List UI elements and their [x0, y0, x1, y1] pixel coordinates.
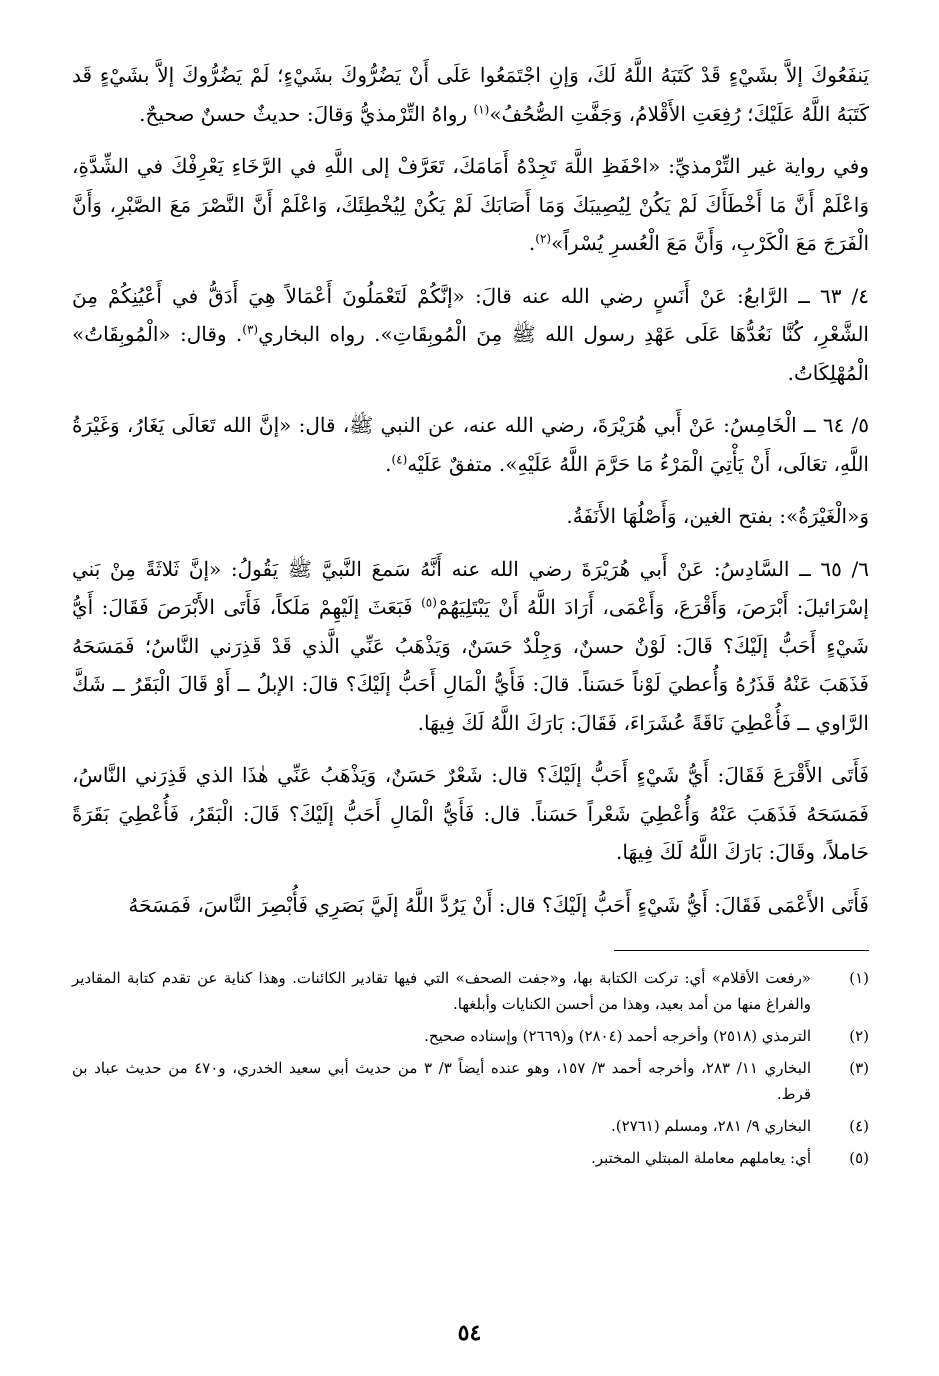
footnote-item: [72, 965, 869, 1017]
paragraph-hadith-65: [72, 550, 869, 743]
footnote-item: [72, 1055, 869, 1107]
paragraph-text: ٥/ ٦٤ ــ الْخَامِسُ: عَنْ أَبي هُرَيْرَةَ، رضي الله عنه، عن النبي ﷺ، قال: «إنَّ الله تَعَالَى يَغَارُ، وَغَيْرَةُ اللَّهِ، تعَالَى، أَنْ يَأْتِيَ الْمَرْءُ مَا حَرَّمَ اللَّهُ عَلَيْهِ». متفقٌ عَلَيْه: [72, 413, 869, 476]
paragraph-text: ٤/ ٦٣ ــ الرَّابعُ: عَنْ أَنَسٍ رضي الله عنه قالَ: «إنَّكُمْ لَتَعْمَلُونَ أَعْمَالاً هِيَ أَدَقُّ في أَعْيُنِكُمْ مِنَ الشَّعْرِ، كُنَّا نَعُدُّهَا عَلَى عَهْدِ رسول الله ﷺ مِنَ الْمُوبِقَاتِ». رواه البخاري: [72, 283, 869, 346]
footnote-ref[interactable]: (٣): [242, 322, 259, 337]
paragraph-other-narration: [72, 147, 869, 263]
paragraph-text: فَأَتَى الأَعْمَى فَقَالَ: أَيُّ شَيْءٍ أَحَبُّ إلَيْكَ؟ قال: أَنْ يَرُدَّ اللَّهُ إلَيَّ بَصَرِي فَأُبْصِرَ النَّاسَ، فَمَسَحَهُ: [128, 892, 869, 917]
footnote-ref[interactable]: (٤): [391, 451, 408, 466]
paragraph-text: وفي رواية غير التِّرْمذيِّ: «احْفَظِ اللَّهَ تَجِدْهُ أَمَامَكَ، تَعَرَّفْ إلى اللَّهِ في الرَّخَاءِ يَعْرِفْكَ في الشِّدَّةِ، وَاعْلَمْ أَنَّ مَا أَخْطَأَكَ لَمْ يَكُنْ لِيُصِيبَكَ وَمَا أَصَابَكَ لَمْ يَكُنْ لِيُخْطِئَكَ، وَاعْلَمْ أَنَّ النَّصْرَ مَعَ الصَّبْرِ، وَأَنَّ الْفَرَجَ مَعَ الْكَرْبِ، وَأَنَّ مَعَ الْعُسرِ يُسْراً»: [72, 154, 869, 255]
paragraph-text: فَأَتَى الأَقْرَعَ فَقَالَ: أَيُّ شَيْءٍ أَحَبُّ إلَيْكَ؟ قال: شَعْرٌ حَسَنٌ، وَيَذْهَبُ عَنِّي هٰذَا الذي قَذِرَني النَّاسُ، فَمَسَحَهُ فَذَهَبَ عَنْهُ وَأُعْطِيَ شَعْراً حَسَناً. قال: فَأَيُّ الْمَالِ أَحَبُّ إلَيْكَ؟ قَالَ: الْبَقَرُ، فَأُعْطِيَ بَقَرَةً حَاملاً، وقَالَ: بَارَكَ اللَّهُ لَكَ فِيهَا.: [72, 763, 869, 864]
footnote-text: البخاري ١١/ ٢٨٣، وأخرجه أحمد ٣/ ١٥٧، وهو عنده أيضاً ٣/ ٣ من حديث أبي سعيد الخدري، و٤٧٠ من حديث عباد بن قرط.: [72, 1059, 811, 1103]
footnote-number: (٤): [849, 1117, 869, 1135]
paragraph-text: وَ«الْغَيْرَةُ»: بفتح الغين، وَأَصْلُهَا الأَنَفَةُ.: [566, 504, 869, 528]
paragraph-text: فَبَعَثَ إلَيْهِمْ مَلَكاً، فَأَتَى الأَبْرَصَ فَقَالَ: أَيُّ شَيْءٍ أَحَبُّ إلَيْكَ؟ قَالَ: لَوْنٌ حسنٌ، وَجِلْدٌ حَسَنٌ، وَيَذْهَبُ عَنِّي الَّذي قَدْ قَذِرَني النَّاسُ؛ فَمَسَحَهُ فَذَهَبَ عَنْهُ قَذَرُهُ وَأُعطيَ لَوْناً حَسَناً. قالَ: فَأَيُّ الْمَالِ أَحَبُّ إلَيْكَ؟ قالَ: الإبلُ ــ أَوْ قَالَ الْبَقَرُ ــ شَكَّ الرَّاوي ــ فَأُعْطِيَ نَاقَةً عُشَرَاءَ، فَقَالَ: بَارَكَ اللَّهُ لَكَ فِيهَا.: [72, 595, 869, 735]
footnote-item: [72, 1113, 869, 1139]
footnotes-section: [72, 965, 869, 1171]
page-number: ٥٤: [457, 1320, 482, 1346]
footnote-number: (٣): [849, 1059, 869, 1077]
footnote-text: أي: يعاملهم معاملة المبتلي المختبر.: [591, 1149, 811, 1167]
footnote-ref[interactable]: (١): [473, 101, 490, 116]
footnote-text: «رفعت الأقلام» أي: تركت الكتابة بها، و«جفت الصحف» التي فيها تقادير الكائنات. وهذا كناية عن تقدم كتابة المقادير والفراغ منها من أمد بعيد، وهذا من أحسن الكنايات وأبلغها.: [72, 969, 811, 1013]
paragraph-text: .: [385, 451, 392, 476]
paragraph-text: يَنفَعُوكَ إلاَّ بشَيْءٍ قَدْ كَتَبَهُ اللَّهُ لَكَ، وَإنِ اجْتَمَعُوا عَلَى أَنْ يَضُرُّوكَ بشَيْءٍ؛ لَمْ يَضُرُّوكَ إلاَّ بشَيْءٍ قَد كَتَبَهُ اللَّهُ عَلَيْكَ؛ رُفِعَتِ الأَقْلامُ، وَجَفَّتِ الصُّحُفُ»: [72, 63, 869, 126]
footnote-text: البخاري ٩/ ٢٨١، ومسلم (٢٧٦١).: [610, 1117, 811, 1135]
footnote-ref[interactable]: (٢): [535, 231, 552, 246]
footnote-item: [72, 1023, 869, 1049]
footnote-divider: [614, 950, 869, 951]
paragraph-hadith-continuation: [72, 56, 869, 133]
paragraph-text: رواهُ التِّرْمذيُّ وَقالَ: حديثٌ حسنٌ صحيحٌ.: [139, 101, 474, 126]
paragraph-bald-man: [72, 756, 869, 872]
paragraph-blind-man: [72, 886, 869, 925]
paragraph-text: . وقال: «الْمُوبِقَاتُ» الْمُهْلِكَاتُ.: [72, 322, 869, 385]
paragraph-ghayra-note: [72, 497, 869, 536]
footnote-ref[interactable]: (٥): [421, 595, 437, 610]
footnote-number: (٢): [849, 1027, 869, 1045]
footnote-text: الترمذي (٢٥١٨) وأخرجه أحمد (٢٨٠٤) و(٢٦٦٩) وإسناده صحيح.: [424, 1027, 811, 1045]
paragraph-hadith-64: [72, 406, 869, 483]
paragraph-text: .: [528, 231, 536, 255]
paragraph-hadith-63: [72, 277, 869, 393]
paragraph-text: ٦/ ٦٥ ــ السَّادِسُ: عَنْ أَبي هُرَيْرَةَ رضي الله عنه أَنَّهُ سَمعَ النَّبيَّ ﷺ يَقُولُ: «إنَّ ثَلاثَةً مِنْ بَني إسْرَائيلَ: أَبْرَصَ، وَأَقْرَعَ، وَأَعْمَى، أَرَادَ اللَّهُ أَنْ يَبْتَلِيَهُمْ: [72, 556, 869, 619]
footnote-number: (١): [849, 969, 869, 987]
footnote-item: [72, 1145, 869, 1171]
footnote-number: (٥): [849, 1149, 869, 1167]
